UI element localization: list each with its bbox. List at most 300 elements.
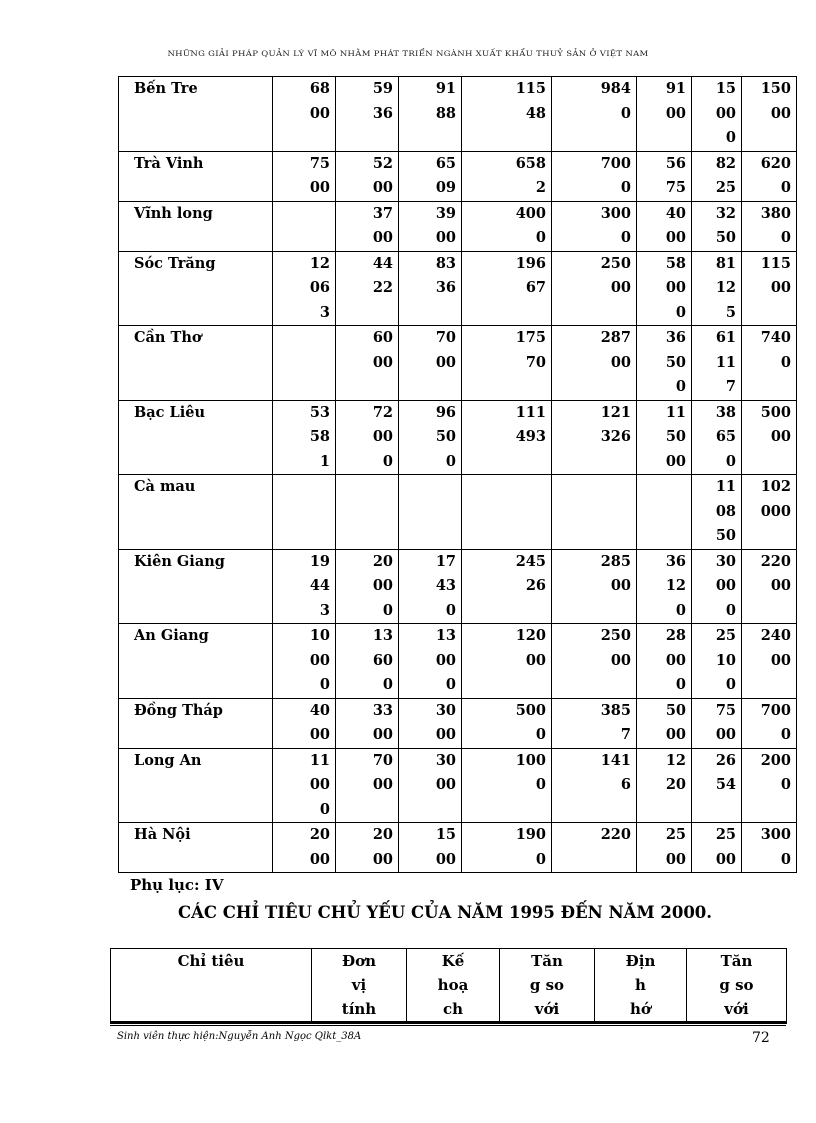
cell-value-line: 000 [760, 502, 791, 520]
cell-value-line: 0 [620, 104, 631, 122]
cell-value-line: 0 [780, 850, 791, 868]
indicators-table [110, 948, 787, 1024]
province-name: Cà mau [119, 475, 273, 550]
cell-value-line: 287 [600, 329, 631, 346]
cell-value-line: 68 [309, 80, 330, 97]
table-cell [462, 251, 552, 326]
cell-value-line: 00 [435, 850, 456, 868]
table-cell [637, 201, 692, 251]
cell-value-line: 58 [309, 428, 330, 445]
table-cell [692, 748, 742, 823]
cell-value-line: 00 [665, 229, 686, 246]
cell-value-line: 38 [715, 403, 736, 421]
header-line: g so [529, 976, 565, 994]
cell-value-line: 00 [610, 651, 631, 669]
cell-value-line: 00 [525, 651, 546, 669]
cell-value-line: 83 [435, 254, 456, 272]
cell-value-line: 70 [372, 751, 393, 769]
cell-value-line: 0 [725, 676, 736, 693]
table-cell [692, 624, 742, 699]
table-cell [399, 201, 462, 251]
cell-value-line: 3 [319, 601, 330, 619]
cell-value-line: 0 [445, 601, 456, 619]
cell-value-line: 11 [715, 353, 736, 371]
cell-value-line: 240 [760, 627, 791, 644]
cell-value-line: 00 [309, 104, 330, 122]
cell-value-line: 00 [435, 229, 456, 246]
cell-value-line: 984 [600, 80, 631, 97]
cell-value-line: 111 [515, 403, 546, 421]
cell-value-line: 11 [309, 751, 330, 769]
cell-value-line: 700 [600, 154, 631, 172]
cell-value-line: 0 [780, 229, 791, 246]
cell-value-line: 15 [435, 826, 456, 843]
table-cell [637, 400, 692, 475]
cell-value-line: 30 [715, 552, 736, 570]
header-cell [595, 949, 687, 1023]
cell-value-line: 88 [435, 104, 456, 122]
table-cell [399, 400, 462, 475]
cell-value-line: 00 [309, 776, 330, 793]
cell-value-line: 326 [600, 428, 631, 445]
cell-value-line: 190 [515, 826, 546, 843]
cell-value-line: 0 [382, 601, 393, 619]
table-cell [399, 748, 462, 823]
cell-value-line: 220 [600, 826, 631, 843]
table-cell [273, 77, 336, 152]
table-cell [336, 698, 399, 748]
cell-value-line: 0 [725, 129, 736, 146]
cell-value-line: 300 [760, 826, 791, 843]
table-cell [637, 251, 692, 326]
table-cell [336, 624, 399, 699]
cell-value-line: 00 [372, 353, 393, 371]
cell-value-line: 115 [515, 80, 546, 97]
table-header-row [111, 949, 787, 1023]
cell-value-line: 06 [309, 279, 330, 296]
cell-value-line: 50 [665, 701, 686, 719]
appendix-label: Phụ lục: IV [130, 876, 224, 894]
table-row [119, 400, 797, 475]
cell-value-line: 65 [435, 154, 456, 172]
cell-value-line: 115 [760, 254, 791, 272]
table-cell [692, 251, 742, 326]
cell-value-line: 67 [525, 279, 546, 296]
province-name: Vĩnh long [119, 201, 273, 251]
header-line: g so [719, 976, 754, 994]
cell-value-line: 00 [665, 104, 686, 122]
cell-value-line: 44 [309, 577, 330, 594]
table-cell [336, 251, 399, 326]
cell-value-line: 00 [309, 726, 330, 743]
table-cell [273, 549, 336, 624]
cell-value-line: 00 [665, 850, 686, 868]
table-row [119, 823, 797, 873]
header-line: với [724, 1000, 749, 1018]
header-line: với [534, 1000, 560, 1018]
cell-value-line: 620 [760, 154, 791, 172]
table-cell [552, 698, 637, 748]
table-cell [462, 400, 552, 475]
cell-value-line: 25 [715, 179, 736, 196]
page-number: 72 [752, 1030, 770, 1046]
table-row [119, 201, 797, 251]
table-cell [273, 251, 336, 326]
table-cell [273, 201, 336, 251]
cell-value-line: 285 [600, 552, 631, 570]
cell-value-line: 37 [372, 204, 393, 222]
table-cell [552, 748, 637, 823]
table-row [119, 151, 797, 201]
cell-value-line: 0 [780, 726, 791, 743]
cell-value-line: 00 [770, 104, 791, 122]
cell-value-line: 00 [610, 577, 631, 594]
cell-value-line: 36 [665, 552, 686, 570]
header-cell [500, 949, 595, 1023]
table-cell [742, 475, 797, 550]
cell-value-line: 00 [309, 850, 330, 868]
cell-value-line: 385 [600, 701, 631, 719]
cell-value-line: 00 [665, 726, 686, 743]
cell-value-line: 00 [309, 179, 330, 196]
table-cell [273, 624, 336, 699]
cell-value-line: 50 [715, 527, 736, 544]
cell-value-line: 0 [319, 676, 330, 693]
cell-value-line: 26 [715, 751, 736, 769]
table-row [119, 624, 797, 699]
table-cell [552, 326, 637, 401]
cell-value-line: 380 [760, 204, 791, 222]
cell-value-line: 00 [372, 577, 393, 594]
cell-value-line: 50 [665, 353, 686, 371]
cell-value-line: 48 [525, 104, 546, 122]
cell-value-line: 200 [760, 751, 791, 769]
cell-value-line: 100 [515, 751, 546, 769]
table-cell [552, 823, 637, 873]
cell-value-line: 50 [715, 229, 736, 246]
header-line: Địn [625, 952, 656, 970]
cell-value-line: 39 [435, 204, 456, 222]
table-cell [552, 201, 637, 251]
cell-value-line: 25 [715, 826, 736, 843]
province-name: Cần Thơ [119, 326, 273, 401]
cell-value-line: 00 [715, 104, 736, 122]
cell-value-line: 43 [435, 577, 456, 594]
cell-value-line: 20 [309, 826, 330, 843]
table-cell [552, 251, 637, 326]
cell-value-line: 00 [665, 651, 686, 669]
section-title: CÁC CHỈ TIÊU CHỦ YẾU CỦA NĂM 1995 ĐẾN NĂM 2000. [177, 903, 713, 922]
table-row [119, 748, 797, 823]
cell-value-line: 22 [372, 279, 393, 296]
cell-value-line: 658 [515, 154, 546, 172]
table-cell [552, 77, 637, 152]
table-cell [273, 326, 336, 401]
cell-value-line: 10 [309, 627, 330, 644]
cell-value-line: 13 [372, 627, 393, 644]
table-cell [637, 698, 692, 748]
cell-value-line: 12 [715, 279, 736, 296]
cell-value-line: 0 [675, 601, 686, 619]
table-cell [462, 201, 552, 251]
province-data-table [118, 76, 797, 873]
cell-value-line: 40 [665, 204, 686, 222]
cell-value-line: 40 [309, 701, 330, 719]
cell-value-line: 175 [515, 329, 546, 346]
cell-value-line: 0 [725, 452, 736, 470]
table-cell [692, 151, 742, 201]
cell-value-line: 32 [715, 204, 736, 222]
table-cell [273, 698, 336, 748]
table-cell [462, 624, 552, 699]
cell-value-line: 0 [319, 800, 330, 818]
cell-value-line: 36 [372, 104, 393, 122]
cell-value-line: 10 [715, 651, 736, 669]
cell-value-line: 54 [715, 776, 736, 793]
table-cell [336, 549, 399, 624]
cell-value-line: 00 [372, 776, 393, 793]
table-cell [742, 326, 797, 401]
header-line: Chỉ tiêu [177, 952, 245, 970]
table-cell [336, 823, 399, 873]
cell-value-line: 00 [372, 179, 393, 196]
cell-value-line: 0 [725, 601, 736, 619]
table-cell [462, 326, 552, 401]
table-cell [692, 823, 742, 873]
cell-value-line: 08 [715, 502, 736, 520]
table-cell [552, 151, 637, 201]
cell-value-line: 28 [665, 627, 686, 644]
header-cell [687, 949, 787, 1023]
table-cell [692, 475, 742, 550]
cell-value-line: 20 [665, 776, 686, 793]
cell-value-line: 96 [435, 403, 456, 421]
cell-value-line: 0 [675, 378, 686, 395]
province-name: Kiên Giang [119, 549, 273, 624]
header-cell [111, 949, 312, 1023]
cell-value-line: 150 [760, 80, 791, 97]
table-cell [336, 326, 399, 401]
cell-value-line: 11 [715, 478, 736, 495]
cell-value-line: 15 [715, 80, 736, 97]
cell-value-line: 12 [665, 577, 686, 594]
cell-value-line: 196 [515, 254, 546, 272]
cell-value-line: 91 [665, 80, 686, 97]
header-line: Tăn [720, 952, 753, 970]
cell-value-line: 50 [665, 428, 686, 445]
table-cell [552, 624, 637, 699]
cell-value-line: 0 [382, 676, 393, 693]
cell-value-line: 00 [715, 726, 736, 743]
table-cell [462, 748, 552, 823]
cell-value-line: 00 [372, 726, 393, 743]
province-name: Bạc Liêu [119, 400, 273, 475]
table-cell [336, 475, 399, 550]
table-cell [552, 475, 637, 550]
table-cell [637, 151, 692, 201]
cell-value-line: 70 [435, 329, 456, 346]
cell-value-line: 00 [435, 776, 456, 793]
table-cell [399, 549, 462, 624]
cell-value-line: 00 [770, 577, 791, 594]
cell-value-line: 700 [760, 701, 791, 719]
table-cell [637, 748, 692, 823]
table-cell [462, 77, 552, 152]
table-cell [336, 201, 399, 251]
cell-value-line: 44 [372, 254, 393, 272]
cell-value-line: 0 [535, 776, 546, 793]
cell-value-line: 0 [780, 179, 791, 196]
cell-value-line: 00 [435, 651, 456, 669]
cell-value-line: 7 [620, 726, 631, 743]
cell-value-line: 20 [372, 552, 393, 570]
table-cell [336, 748, 399, 823]
table-cell [273, 400, 336, 475]
cell-value-line: 25 [715, 627, 736, 644]
cell-value-line: 00 [610, 353, 631, 371]
table-cell [462, 549, 552, 624]
header-line: vị [351, 976, 367, 994]
province-name: Bến Tre [119, 77, 273, 152]
cell-value-line: 6 [620, 776, 631, 793]
footer-author: Sinh viên thực hiện:Nguyễn Anh Ngọc Qlkt_38A [117, 1031, 362, 1042]
cell-value-line: 250 [600, 627, 631, 644]
province-name: An Giang [119, 624, 273, 699]
header-line: h [635, 976, 646, 994]
cell-value-line: 36 [435, 279, 456, 296]
table-cell [273, 151, 336, 201]
cell-value-line: 400 [515, 204, 546, 222]
province-name: Trà Vinh [119, 151, 273, 201]
table-row [119, 251, 797, 326]
cell-value-line: 75 [309, 154, 330, 172]
cell-value-line: 36 [665, 329, 686, 346]
cell-value-line: 65 [715, 428, 736, 445]
table-cell [336, 151, 399, 201]
cell-value-line: 11 [665, 403, 686, 421]
cell-value-line: 17 [435, 552, 456, 570]
table-cell [742, 698, 797, 748]
table-cell [552, 549, 637, 624]
footer-divider [110, 1025, 786, 1026]
table-cell [462, 698, 552, 748]
cell-value-line: 00 [715, 577, 736, 594]
cell-value-line: 56 [665, 154, 686, 172]
cell-value-line: 00 [372, 850, 393, 868]
table-cell [692, 201, 742, 251]
cell-value-line: 19 [309, 552, 330, 570]
header-line: Đơn [341, 952, 377, 970]
table-cell [462, 151, 552, 201]
cell-value-line: 0 [445, 452, 456, 470]
table-cell [692, 326, 742, 401]
table-cell [399, 823, 462, 873]
header-line: hoạ [437, 976, 469, 994]
table-row [119, 698, 797, 748]
table-cell [742, 624, 797, 699]
header-line: Tăn [531, 952, 563, 970]
cell-value-line: 0 [535, 229, 546, 246]
table-cell [692, 400, 742, 475]
table-cell [742, 251, 797, 326]
cell-value-line: 0 [675, 676, 686, 693]
table-cell [637, 475, 692, 550]
table-cell [399, 698, 462, 748]
cell-value-line: 53 [309, 403, 330, 421]
cell-value-line: 220 [760, 552, 791, 570]
cell-value-line: 00 [770, 651, 791, 669]
cell-value-line: 0 [445, 676, 456, 693]
table-cell [742, 400, 797, 475]
cell-value-line: 60 [372, 329, 393, 346]
table-cell [742, 77, 797, 152]
cell-value-line: 12 [309, 254, 330, 272]
table-row [119, 77, 797, 152]
table-row [119, 475, 797, 550]
header-line: Kế [441, 952, 465, 970]
table-cell [399, 624, 462, 699]
cell-value-line: 59 [372, 80, 393, 97]
cell-value-line: 30 [435, 701, 456, 719]
cell-value-line: 0 [620, 229, 631, 246]
cell-value-line: 0 [382, 452, 393, 470]
table-cell [637, 326, 692, 401]
table-cell [336, 400, 399, 475]
cell-value-line: 26 [525, 577, 546, 594]
table-cell [399, 77, 462, 152]
cell-value-line: 102 [760, 478, 791, 495]
header-line: tính [341, 1000, 377, 1018]
province-name: Đồng Tháp [119, 698, 273, 748]
cell-value-line: 82 [715, 154, 736, 172]
province-name: Hà Nội [119, 823, 273, 873]
cell-value-line: 30 [435, 751, 456, 769]
cell-value-line: 5 [725, 303, 736, 321]
cell-value-line: 740 [760, 329, 791, 346]
cell-value-line: 7 [725, 378, 736, 395]
table-cell [692, 77, 742, 152]
cell-value-line: 00 [610, 279, 631, 296]
table-cell [742, 549, 797, 624]
header-line: hớ [630, 1000, 651, 1018]
table-cell [742, 823, 797, 873]
cell-value-line: 245 [515, 552, 546, 570]
cell-value-line: 250 [600, 254, 631, 272]
table-row [119, 549, 797, 624]
cell-value-line: 500 [760, 403, 791, 421]
cell-value-line: 20 [372, 826, 393, 843]
table-cell [742, 151, 797, 201]
cell-value-line: 2 [535, 179, 546, 196]
header-line: ch [442, 1000, 464, 1018]
table-cell [399, 151, 462, 201]
cell-value-line: 00 [715, 850, 736, 868]
cell-value-line: 75 [665, 179, 686, 196]
table-cell [336, 77, 399, 152]
cell-value-line: 0 [675, 303, 686, 321]
cell-value-line: 0 [535, 726, 546, 743]
table-cell [273, 475, 336, 550]
cell-value-line: 00 [435, 726, 456, 743]
table-cell [462, 823, 552, 873]
cell-value-line: 0 [780, 776, 791, 793]
table-cell [399, 251, 462, 326]
cell-value-line: 52 [372, 154, 393, 172]
table-cell [637, 549, 692, 624]
cell-value-line: 500 [515, 701, 546, 719]
cell-value-line: 493 [515, 428, 546, 445]
cell-value-line: 3 [319, 303, 330, 321]
